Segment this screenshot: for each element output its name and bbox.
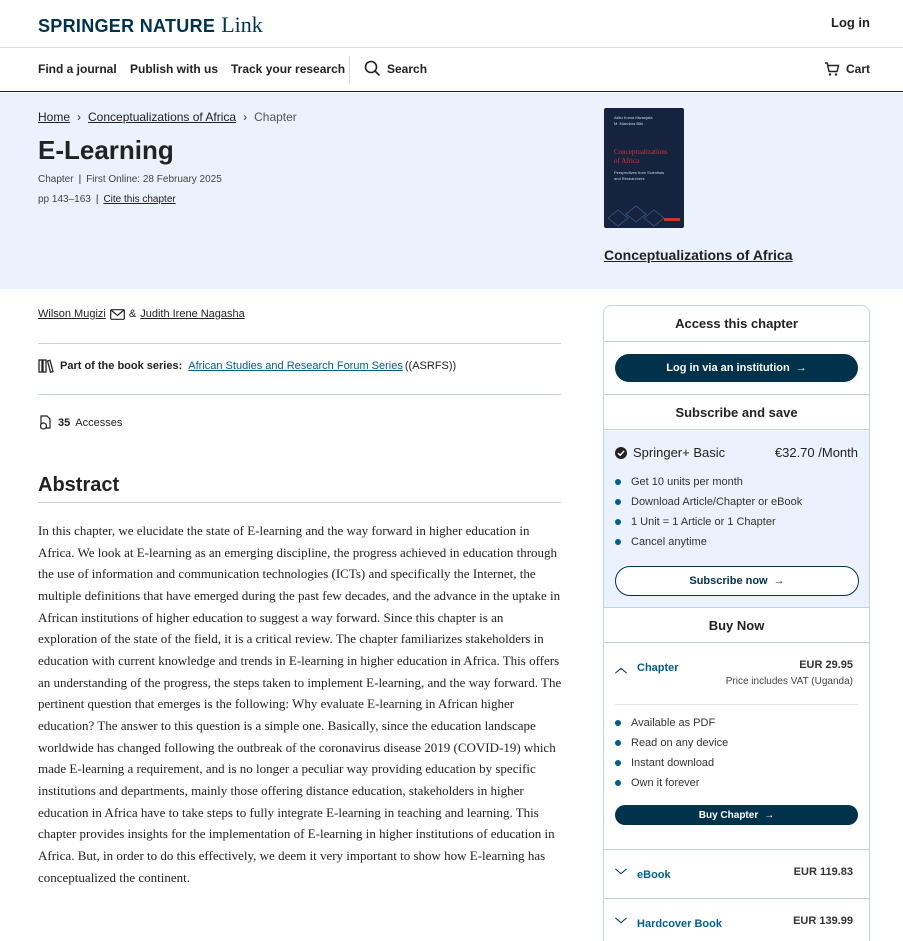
feature-text: Cancel anytime [631, 536, 707, 548]
list-item [615, 713, 728, 733]
ebook-label: eBook [637, 868, 671, 881]
bullet-icon [615, 519, 621, 525]
abstract-heading: Abstract [38, 474, 120, 496]
nav-publish-with-us[interactable]: Publish with us [130, 62, 219, 76]
chapter-label: Chapter [637, 661, 679, 674]
series-link[interactable]: African Studies and Research Forum Series [188, 360, 403, 372]
chapter-option [604, 643, 869, 849]
subscribe-now-label: Subscribe now [689, 575, 768, 587]
cart-icon [824, 61, 840, 77]
cart-label: Cart [845, 62, 870, 76]
subscription-plan [604, 431, 869, 607]
breadcrumb-home[interactable]: Home [38, 110, 71, 124]
page-range: pp 143–163 [38, 194, 91, 205]
nav-divider [349, 56, 350, 84]
book-series [38, 359, 456, 373]
search-icon [364, 60, 381, 77]
divider [38, 343, 561, 344]
feature-text: Instant download [631, 757, 715, 769]
breadcrumb-current: Chapter [254, 110, 297, 124]
purchase-sidebar [603, 305, 870, 941]
plan-features [615, 472, 802, 552]
buy-now-heading: Buy Now [604, 607, 869, 643]
author-link[interactable]: Wilson Mugizi [38, 308, 106, 320]
book-cover[interactable] [604, 108, 684, 228]
bullet-icon [615, 760, 621, 766]
feature-text: Get 10 units per month [631, 476, 743, 488]
ebook-option[interactable] [604, 849, 869, 897]
list-item [615, 753, 728, 773]
books-icon [38, 359, 54, 373]
main-nav [0, 48, 903, 92]
chapter-features [615, 713, 728, 793]
email-icon[interactable] [110, 309, 125, 320]
feature-text: Download Article/Chapter or eBook [631, 496, 803, 508]
access-label: Accesses [75, 416, 123, 429]
bullet-icon [615, 780, 621, 786]
author-separator: & [128, 308, 137, 320]
login-link[interactable]: Log in [831, 15, 870, 30]
arrow-right-icon: → [773, 575, 785, 587]
list-item [615, 512, 802, 532]
bullet-icon [615, 740, 621, 746]
list-item [615, 733, 728, 753]
access-count: 35 [58, 416, 71, 429]
divider [38, 394, 561, 395]
buy-chapter-label: Buy Chapter [698, 809, 759, 821]
list-item [615, 492, 802, 512]
hardcover-option[interactable] [604, 898, 869, 941]
breadcrumb [38, 110, 297, 124]
chevron-down-icon: ﹀ [615, 868, 628, 882]
plan-name-row [615, 445, 725, 460]
plan-name: Springer+ Basic [633, 445, 726, 460]
hardcover-toggle[interactable] [615, 915, 722, 932]
ebook-price: EUR 119.83 [793, 866, 853, 878]
logo-link-text: Link [221, 12, 263, 37]
chapter-price: EUR 29.95 [799, 659, 853, 671]
cover-subtitle: Perspectives from Scientists and Researchers [614, 170, 665, 181]
subscribe-now-button[interactable] [615, 566, 859, 596]
cover-title: Conceptualizations of Africa [614, 148, 668, 165]
access-heading: Access this chapter [604, 306, 869, 342]
article-pages-row: pp 143–163 | Cite this chapter [38, 194, 176, 205]
first-online: First Online: 28 February 2025 [86, 174, 222, 185]
hardcover-label: Hardcover Book [637, 917, 722, 930]
logo-brand-text: SPRINGER NATURE [38, 16, 216, 36]
arrow-right-icon: → [764, 809, 775, 821]
author-link[interactable]: Judith Irene Nagasha [140, 308, 245, 320]
divider [615, 704, 858, 705]
chevron-up-icon: ︿ [615, 661, 628, 675]
article-meta: Chapter | First Online: 28 February 2025 [38, 174, 222, 185]
hardcover-price: EUR 139.99 [793, 915, 853, 927]
list-item [615, 532, 802, 552]
divider [38, 502, 561, 503]
author-list [38, 308, 245, 320]
cover-pattern-graphic [604, 188, 684, 228]
list-item [615, 773, 728, 793]
book-title-link[interactable]: Conceptualizations of Africa [604, 247, 793, 263]
cover-authors: Akilu Kuma Mwanjata M. Mandara Bibi [614, 115, 653, 126]
chevron-right-icon: › [77, 110, 82, 124]
cite-chapter-link[interactable]: Cite this chapter [103, 194, 176, 205]
springer-nature-logo[interactable] [38, 12, 263, 38]
search-button[interactable] [364, 60, 427, 77]
bullet-icon [615, 479, 621, 485]
article-type: Chapter [38, 174, 74, 185]
feature-text: Own it forever [631, 777, 700, 789]
bullet-icon [615, 539, 621, 545]
download-count-icon [38, 415, 53, 430]
check-circle-icon [615, 447, 627, 459]
institution-login-label: Log in via an institution [666, 362, 790, 374]
series-abbrev: ((ASRFS)) [404, 360, 457, 372]
breadcrumb-book[interactable]: Conceptualizations of Africa [88, 110, 237, 124]
institution-login-button[interactable] [615, 354, 858, 382]
series-label: Part of the book series: [60, 360, 183, 372]
chevron-right-icon: › [243, 110, 248, 124]
feature-text: Read on any device [631, 737, 729, 749]
cart-button[interactable] [824, 61, 870, 77]
bullet-icon [615, 499, 621, 505]
access-metrics [38, 415, 122, 430]
ebook-toggle[interactable] [615, 866, 671, 883]
feature-text: 1 Unit = 1 Article or 1 Chapter [631, 516, 776, 528]
arrow-right-icon: → [795, 362, 807, 374]
nav-track-research[interactable]: Track your research [231, 62, 346, 76]
search-label: Search [387, 61, 428, 76]
buy-chapter-button[interactable] [615, 805, 858, 825]
top-header [0, 0, 903, 48]
nav-find-journal[interactable]: Find a journal [38, 62, 117, 76]
chevron-down-icon: ﹀ [615, 917, 628, 931]
vat-note: Price includes VAT (Uganda) [725, 676, 853, 687]
chapter-toggle[interactable] [615, 659, 679, 676]
feature-text: Available as PDF [631, 717, 716, 729]
plan-price: €32.70 /Month [774, 445, 858, 460]
abstract-text: In this chapter, we elucidate the state of E-learning and the way forward in higher education in Africa. We look at E-learning as an emerging discipline, the progress achieved in education through the use of information and communication technologies (ICTs) and specifically the Internet, the multiple definitions that have emerged during the past few decades, and the advance in the uptake in African institutions of higher education to suggest a way forward. Since this chapter is an exploration of the state of the field, it is a critical review. The chapter familiarizes stakeholders in education with current knowledge and trends in E-learning in higher education in Africa. This offers an understanding of the progress, the steps taken to implement E-learning, and the way forward. The pertinent question that emerges is the following: Why evaluate E-learning in African higher education? The answer to this question is a simple one. Basically, since the education landscape worldwide has changed following the outbreak of the coronavirus disease 2019 (COVID-19) which made E-learning a requirement, and is no longer a peculiar way providing education by specific institutions and departments, mainly those offering distance education, stakeholders in higher education in Africa have to take steps to fully integrate E-learning in teaching and learning. This chapter provides insights for the implementation of E-learning in higher institutions of education in Africa. But, in order to do this effectively, we deem it very important to show how E-learning has conceptualized the continent. [38, 523, 562, 885]
subscribe-heading: Subscribe and save [604, 394, 869, 430]
article-hero [0, 93, 903, 289]
list-item [615, 472, 802, 492]
page-title: E-Learning [38, 135, 174, 165]
bullet-icon [615, 720, 621, 726]
